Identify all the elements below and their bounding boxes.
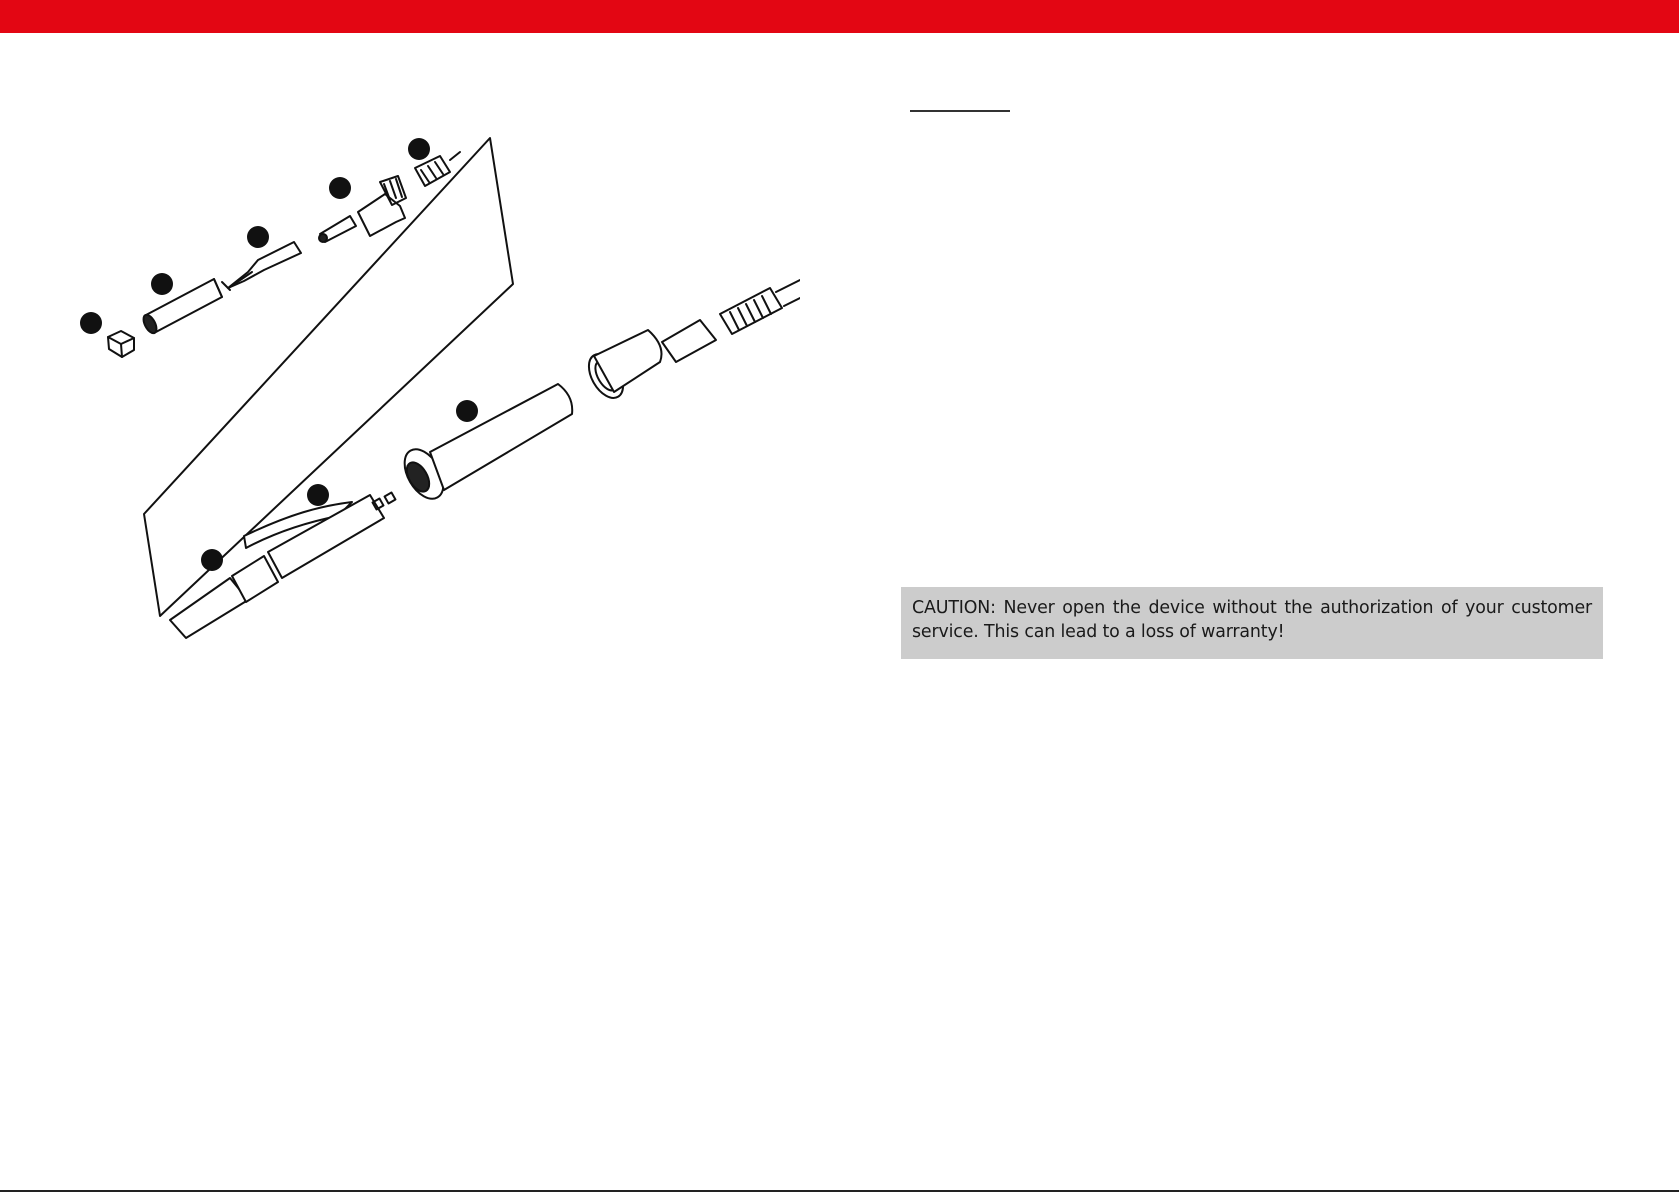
- caution-text: CAUTION: Never open the device without the authorization of your customer service. This can lead to a loss of warranty!: [912, 598, 1592, 642]
- handle-assembly-icon: [170, 280, 800, 638]
- header-band: [0, 0, 1679, 33]
- caution-notice: [901, 587, 1603, 659]
- nut-part-icon: [108, 331, 134, 357]
- heading-underline: [910, 110, 1010, 112]
- tip-part-icon: [228, 242, 301, 288]
- callout-markers: [80, 138, 478, 571]
- exploded-view-illustration: [0, 120, 800, 640]
